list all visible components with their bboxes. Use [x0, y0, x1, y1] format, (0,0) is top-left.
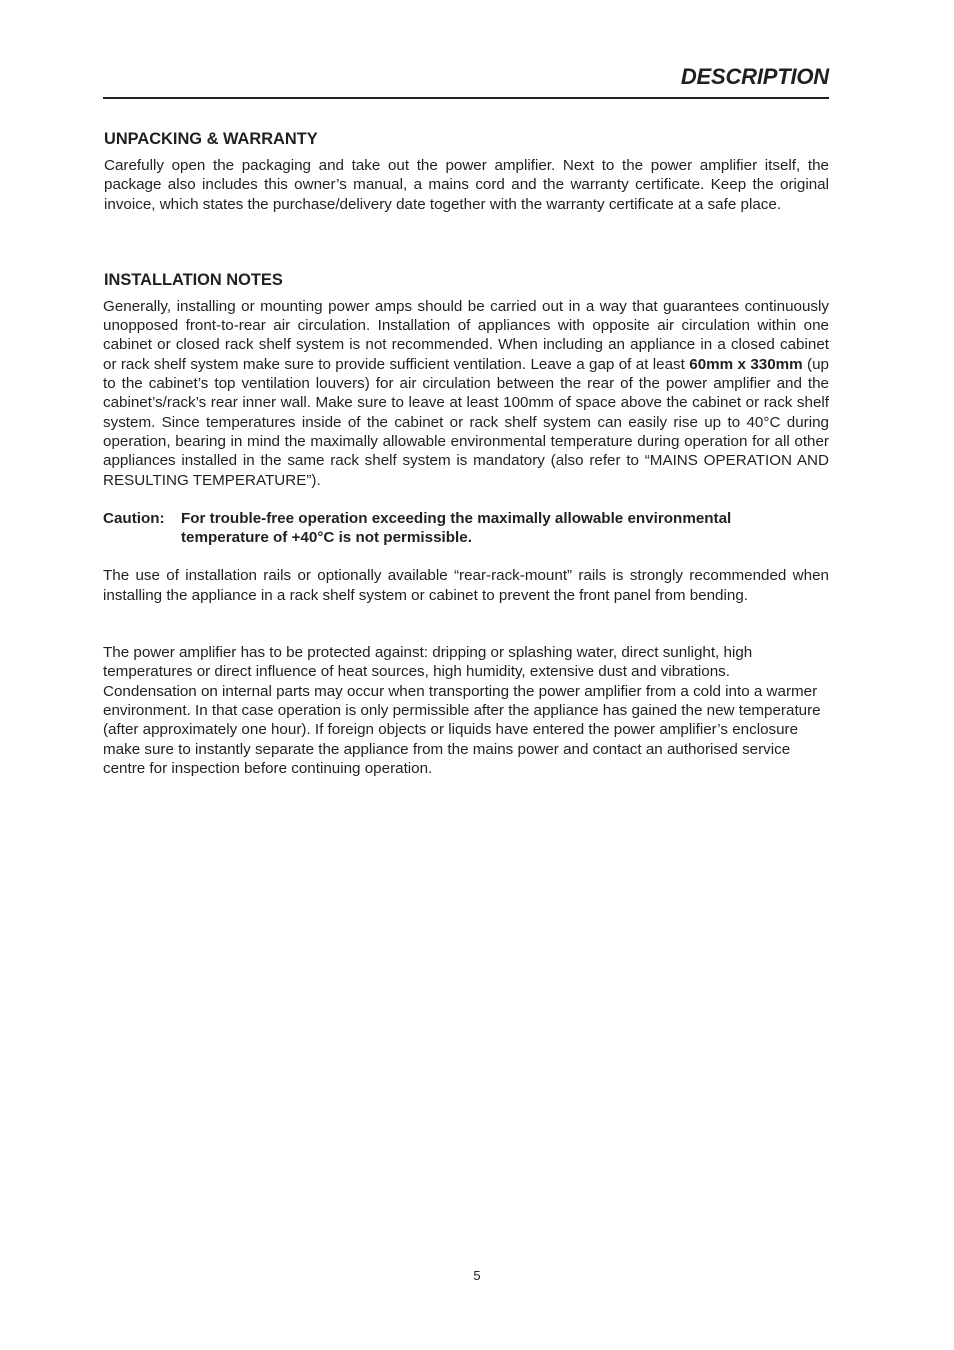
- installation-paragraph: [103, 297, 829, 490]
- unpacking-warranty-section: [103, 129, 829, 214]
- protection-text-2: Condensation on internal parts may occur when transporting the power amplifier from a cold into a warmer environment. In that case operation is only permissible after the appliance has gained the new temperature (after approximately one hour). If foreign objects or liquids have entered the power amplifier’s enclosure make sure to instantly separate the appliance from the mains power and contact an authorised service centre for inspection before continuing operation.: [103, 682, 821, 777]
- installation-text-start: Generally, installing or mounting power amps should be carried out in a way that guarantees continuously unopposed front-to-rear air circulation. Installation of appliances with opposite air circulation within one cabinet or closed rack shelf system is not recommended. When including an appliance in a closed cabinet or rack shelf system make sure to provide sufficient ventilation. Leave a gap of at least: [103, 297, 829, 373]
- protection-paragraph: [103, 643, 829, 778]
- installation-notes-section: [103, 270, 829, 778]
- installation-heading: INSTALLATION NOTES: [104, 270, 283, 289]
- unpacking-paragraph: Carefully open the packaging and take out the power amplifier. Next to the power amplifier itself, the package also includes this owner’s manual, a mains cord and the warranty certificate. Keep the original invoice, which states the purchase/delivery date together with the warranty certificate at a safe place.: [104, 157, 829, 213]
- protection-text-1: The power amplifier has to be protected against: dripping or splashing water, direct sunlight, high temperatures or direct influence of heat sources, high humidity, extensive dust and vibrations.: [103, 644, 753, 681]
- caution-note: [103, 509, 829, 548]
- ventilation-gap-dimension: 60mm x 330mm: [689, 355, 803, 373]
- page-section-title: DESCRIPTION: [680, 64, 829, 89]
- caution-text: For trouble-free operation exceeding the maximally allowable environmental temperature of +40°C is not permissible.: [181, 509, 732, 547]
- installation-text-end: (up to the cabinet’s top ventilation louvers) for air circulation between the rear of the power amplifier and the cabinet’s/rack’s rear inner wall. Make sure to leave at least 100mm of space above the cabinet or rack shelf system. Since temperatures inside of the cabinet or rack shelf system can easily rise up to 40°C during operation, bearing in mind the maximally allowable environmental temperature during operation for all other appliances installed in the same rack shelf system is mandatory (also refer to “MAINS OPERATION AND RESULTING TEMPERATURE”).: [103, 355, 830, 489]
- header-divider: [103, 97, 829, 99]
- caution-label: Caution:: [103, 509, 165, 527]
- page-number: 5: [473, 1268, 481, 1283]
- unpacking-heading: UNPACKING & WARRANTY: [104, 130, 318, 148]
- page-content: [103, 129, 829, 778]
- rails-paragraph: The use of installation rails or optionally available “rear-rack-mount” rails is strongly recommended when installing the appliance in a rack shelf system or cabinet to prevent the front panel from bending.: [103, 567, 829, 604]
